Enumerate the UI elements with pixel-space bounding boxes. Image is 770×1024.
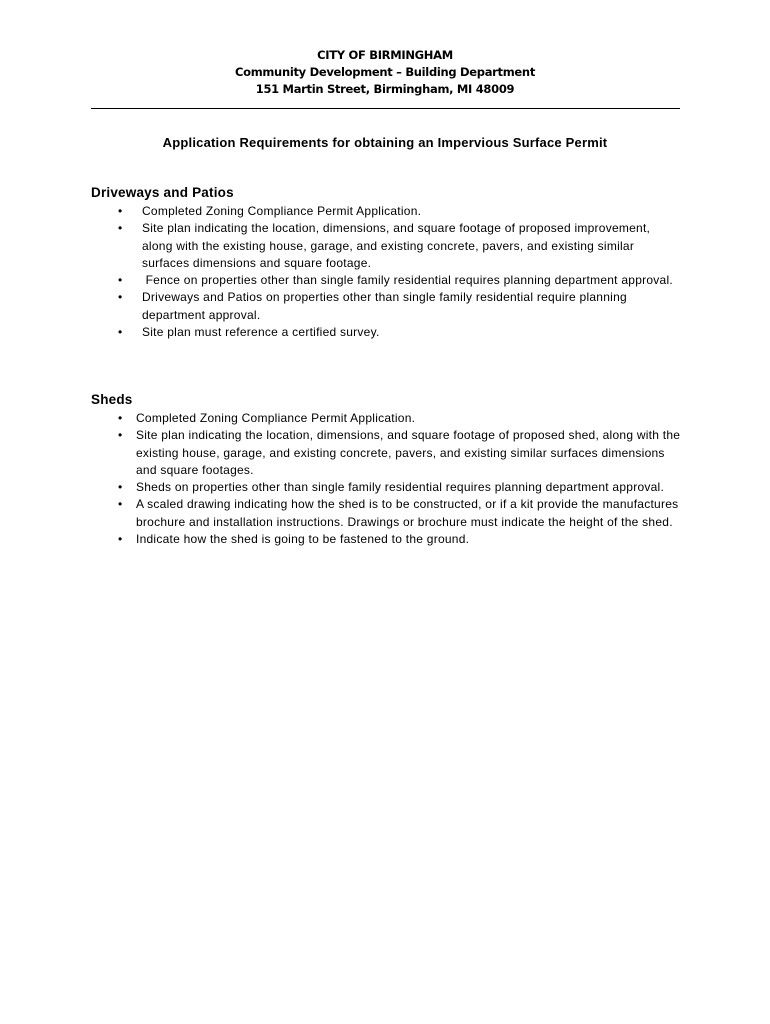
list-item [118,410,682,427]
bullet-icon: • [118,497,123,512]
list-item [118,427,682,479]
list-item-text: Fence on properties other than single family residential requires planning department approval. [142,273,673,288]
bullet-icon: • [118,428,123,443]
section-heading-sheds: Sheds [91,392,133,407]
section-heading-driveways: Driveways and Patios [91,185,234,200]
list-item [118,479,682,496]
list-item [118,496,682,531]
list-item [118,324,682,341]
list-item [118,272,682,289]
bullet-icon: • [118,480,123,495]
document-title: Application Requirements for obtaining an Impervious Surface Permit [162,135,608,150]
list-item [118,531,682,548]
letterhead-department: Community Development – Building Department [234,65,536,79]
bullet-icon: • [118,532,123,547]
letterhead-city: CITY OF BIRMINGHAM [317,48,453,62]
letterhead [91,47,679,98]
bullet-icon: • [118,325,123,340]
list-item-text: Completed Zoning Compliance Permit Application. [142,204,422,218]
list-item [118,203,682,220]
bullet-icon: • [118,411,123,425]
driveways-requirements-list [118,203,682,341]
list-item-text: Driveways and Patios on properties other than single family residential require planning department approval. [142,290,627,322]
letterhead-address: 151 Martin Street, Birmingham, MI 48009 [255,82,515,96]
list-item-text: Indicate how the shed is going to be fastened to the ground. [136,532,470,547]
bullet-icon: • [118,204,123,218]
list-item-text: Site plan indicating the location, dimensions, and square footage of proposed improvement, along with the existing house, garage, and existing concrete, pavers, and existing similar surfaces dimensions and square footage. [142,221,651,270]
list-item [118,289,682,324]
sheds-requirements-list [118,410,682,548]
list-item-text: Completed Zoning Compliance Permit Application. [136,411,416,425]
bullet-icon: • [118,273,123,288]
header-divider [91,108,680,109]
list-item-text: A scaled drawing indicating how the shed is to be constructed, or if a kit provide the manufactures brochure and installation instructions. Drawings or brochure must indicate the height of the shed. [136,497,679,529]
list-item [118,220,682,272]
bullet-icon: • [118,221,123,236]
list-item-text: Site plan must reference a certified survey. [142,325,380,340]
list-item-text: Sheds on properties other than single family residential requires planning department approval. [136,480,665,495]
bullet-icon: • [118,290,123,305]
list-item-text: Site plan indicating the location, dimensions, and square footage of proposed shed, along with the existing house, garage, and existing concrete, pavers, and existing similar surfaces dimensions and square footages. [136,428,681,477]
